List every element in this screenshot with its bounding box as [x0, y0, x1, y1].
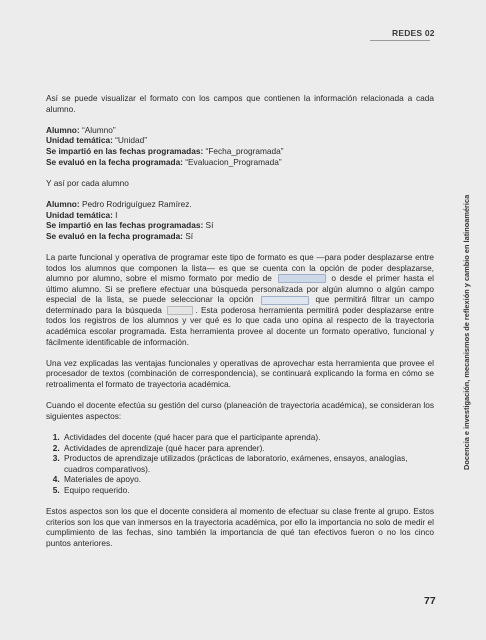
side-running-title: Docencia e investigación, mecanismos de reflexión y cambio en latinoamérica	[462, 194, 471, 470]
record-navigation-icon	[278, 274, 326, 283]
list-item: 2. Actividades de aprendizaje (qué hacer para aprender).	[62, 443, 434, 454]
field-impartio: Se impartió en las fechas programadas: “Fecha_programada”	[46, 145, 284, 156]
page-number: 77	[424, 595, 436, 607]
field-alumno: Alumno: “Alumno”	[46, 124, 116, 135]
field-unidad: Unidad temática: “Unidad”	[46, 135, 147, 146]
aspects-list	[46, 432, 434, 496]
list-item: 4. Materiales de apoyo.	[62, 474, 434, 485]
find-recipient-icon	[261, 296, 309, 305]
filter-field-icon	[167, 306, 193, 315]
list-item: 3. Productos de aprendizaje utilizados (prácticas de laboratorio, exámenes, ensayos, analogías, cuadros comparativos).	[62, 453, 434, 474]
example-record-block	[46, 199, 434, 241]
intro-paragraph: Así se puede visualizar el formato con los campos que contienen la información relacionada a cada alumno.	[46, 93, 434, 114]
example-evaluo: Se evaluó en la fecha programada: Sí	[46, 230, 194, 241]
field-evaluo: Se evaluó en la fecha programada: “Evaluacion_Programada”	[46, 156, 282, 167]
advantages-paragraph: Una vez explicadas las ventajas funcionales y operativas de aprovechar esta herramienta que provee el procesador de textos (combinación de correspondencia), se continuará explicando la forma en cómo se retroalimenta el formato de trayectoria académica.	[46, 357, 434, 390]
list-item: 1. Actividades del docente (qué hacer para que el participante aprenda).	[62, 432, 434, 443]
example-unidad: Unidad temática: I	[46, 209, 118, 220]
closing-paragraph: Estos aspectos son los que el docente considera al momento de efectuar su clase frente al grupo. Estos criterios son los que van inmersos en la trayectoria académica, por ello la importancia no solo de medir el cumplimiento de las fechas, sino también la importancia de qué tan efectivos fueron o no los cinco puntos anteriores.	[46, 506, 434, 548]
list-item: 5. Equipo requerido.	[62, 485, 434, 496]
per-student-line: Y así por cada alumno	[46, 177, 129, 188]
running-header: REDES 02	[392, 28, 435, 38]
example-alumno: Alumno: Pedro Rodriguíguez Ramírez.	[46, 198, 192, 209]
functional-paragraph: La parte funcional y operativa de programar este tipo de formato es que —para poder desplazarse entre todos los alumnos que componen la lista— es que se cuenta con la opción de poder desplazarse, alumno por alumno, sobre el mismo formato por medio de o desde el primer hasta el último alumno. Si se prefiere efectuar una búsqueda personalizada por algún alumno o algún campo especial de la lista, se puede seleccionar la opción que permitirá filtrar un campo determinado para la búsqueda . Esta poderosa herramienta permitirá poder desplazarse entre todos los registros de los alumnos y ver qué es lo que cada uno opina al respecto de la trayectoria académica escolar programada. Esta herramienta provee al docente un formato operativo, funcional y fácilmente identificable de información.	[46, 251, 435, 347]
header-rule	[370, 40, 430, 41]
aspects-paragraph: Cuando el docente efectúa su gestión del curso (planeación de trayectoria académica), se consideran los siguientes aspectos:	[46, 400, 434, 421]
template-fields-block	[46, 125, 434, 167]
body-text	[46, 93, 434, 559]
example-impartio: Se impartió en las fechas programadas: Sí	[46, 220, 214, 231]
